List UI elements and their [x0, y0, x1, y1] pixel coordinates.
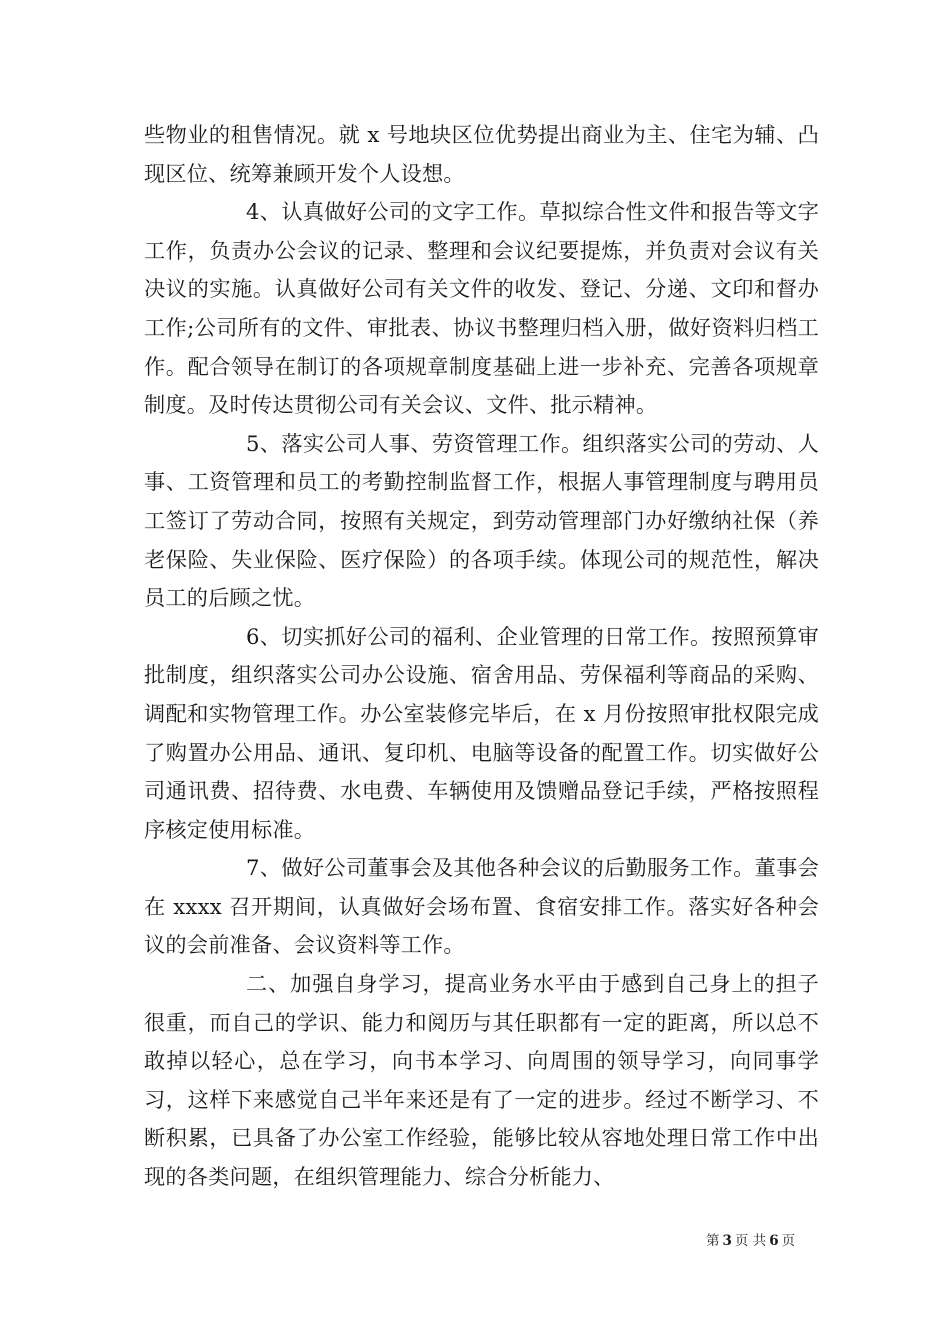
paragraph-item-6: 6、切实抓好公司的福利、企业管理的日常工作。按照预算审批制度，组织落实公司办公设施、宿舍用品、劳保福利等商品的采购、调配和实物管理工作。办公室装修完毕后，在 x 月份按照审批权限完成了购置办公用品、通讯、复印机、电脑等设备的配置工作。切实做好公司通讯费、招待费、水电费、车辆使用及馈赠品登记手续，严格按照程序核定使用标准。	[144, 623, 819, 842]
document-body	[144, 116, 819, 1197]
footer-total-pages: 6	[769, 1233, 779, 1249]
paragraph-item-4: 4、认真做好公司的文字工作。草拟综合性文件和报告等文字工作，负责办公会议的记录、整理和会议纪要提炼，并负责对会议有关决议的实施。认真做好公司有关文件的收发、登记、分递、文印和督办工作;公司所有的文件、审批表、协议书整理归档入册，做好资料归档工作。配合领导在制订的各项规章制度基础上进一步补充、完善各项规章制度。及时传达贯彻公司有关会议、文件、批示精神。	[144, 199, 819, 418]
page-footer	[706, 1232, 795, 1250]
footer-middle: 页 共	[734, 1233, 767, 1249]
paragraph-continuation: 些物业的租售情况。就 x 号地块区位优势提出商业为主、住宅为辅、凸现区位、统筹兼顾开发个人设想。	[144, 122, 819, 186]
footer-suffix: 页	[781, 1233, 796, 1249]
footer-current-page: 3	[722, 1233, 732, 1249]
footer-prefix: 第	[706, 1233, 720, 1249]
paragraph-item-7: 7、做好公司董事会及其他各种会议的后勤服务工作。董事会在 xxxx 召开期间，认真做好会场布置、食宿安排工作。落实好各种会议的会前准备、会议资料等工作。	[144, 855, 819, 958]
paragraph-item-5: 5、落实公司人事、劳资管理工作。组织落实公司的劳动、人事、工资管理和员工的考勤控制监督工作，根据人事管理制度与聘用员工签订了劳动合同，按照有关规定，到劳动管理部门办好缴纳社保（养老保险、失业保险、医疗保险）的各项手续。体现公司的规范性，解决员工的后顾之忧。	[144, 430, 819, 611]
paragraph-section-2: 二、加强自身学习，提高业务水平由于感到自己身上的担子很重，而自己的学识、能力和阅历与其任职都有一定的距离，所以总不敢掉以轻心，总在学习，向书本学习、向周围的领导学习，向同事学习，这样下来感觉自己半年来还是有了一定的进步。经过不断学习、不断积累，已具备了办公室工作经验，能够比较从容地处理日常工作中出现的各类问题，在组织管理能力、综合分析能力、	[144, 971, 819, 1190]
